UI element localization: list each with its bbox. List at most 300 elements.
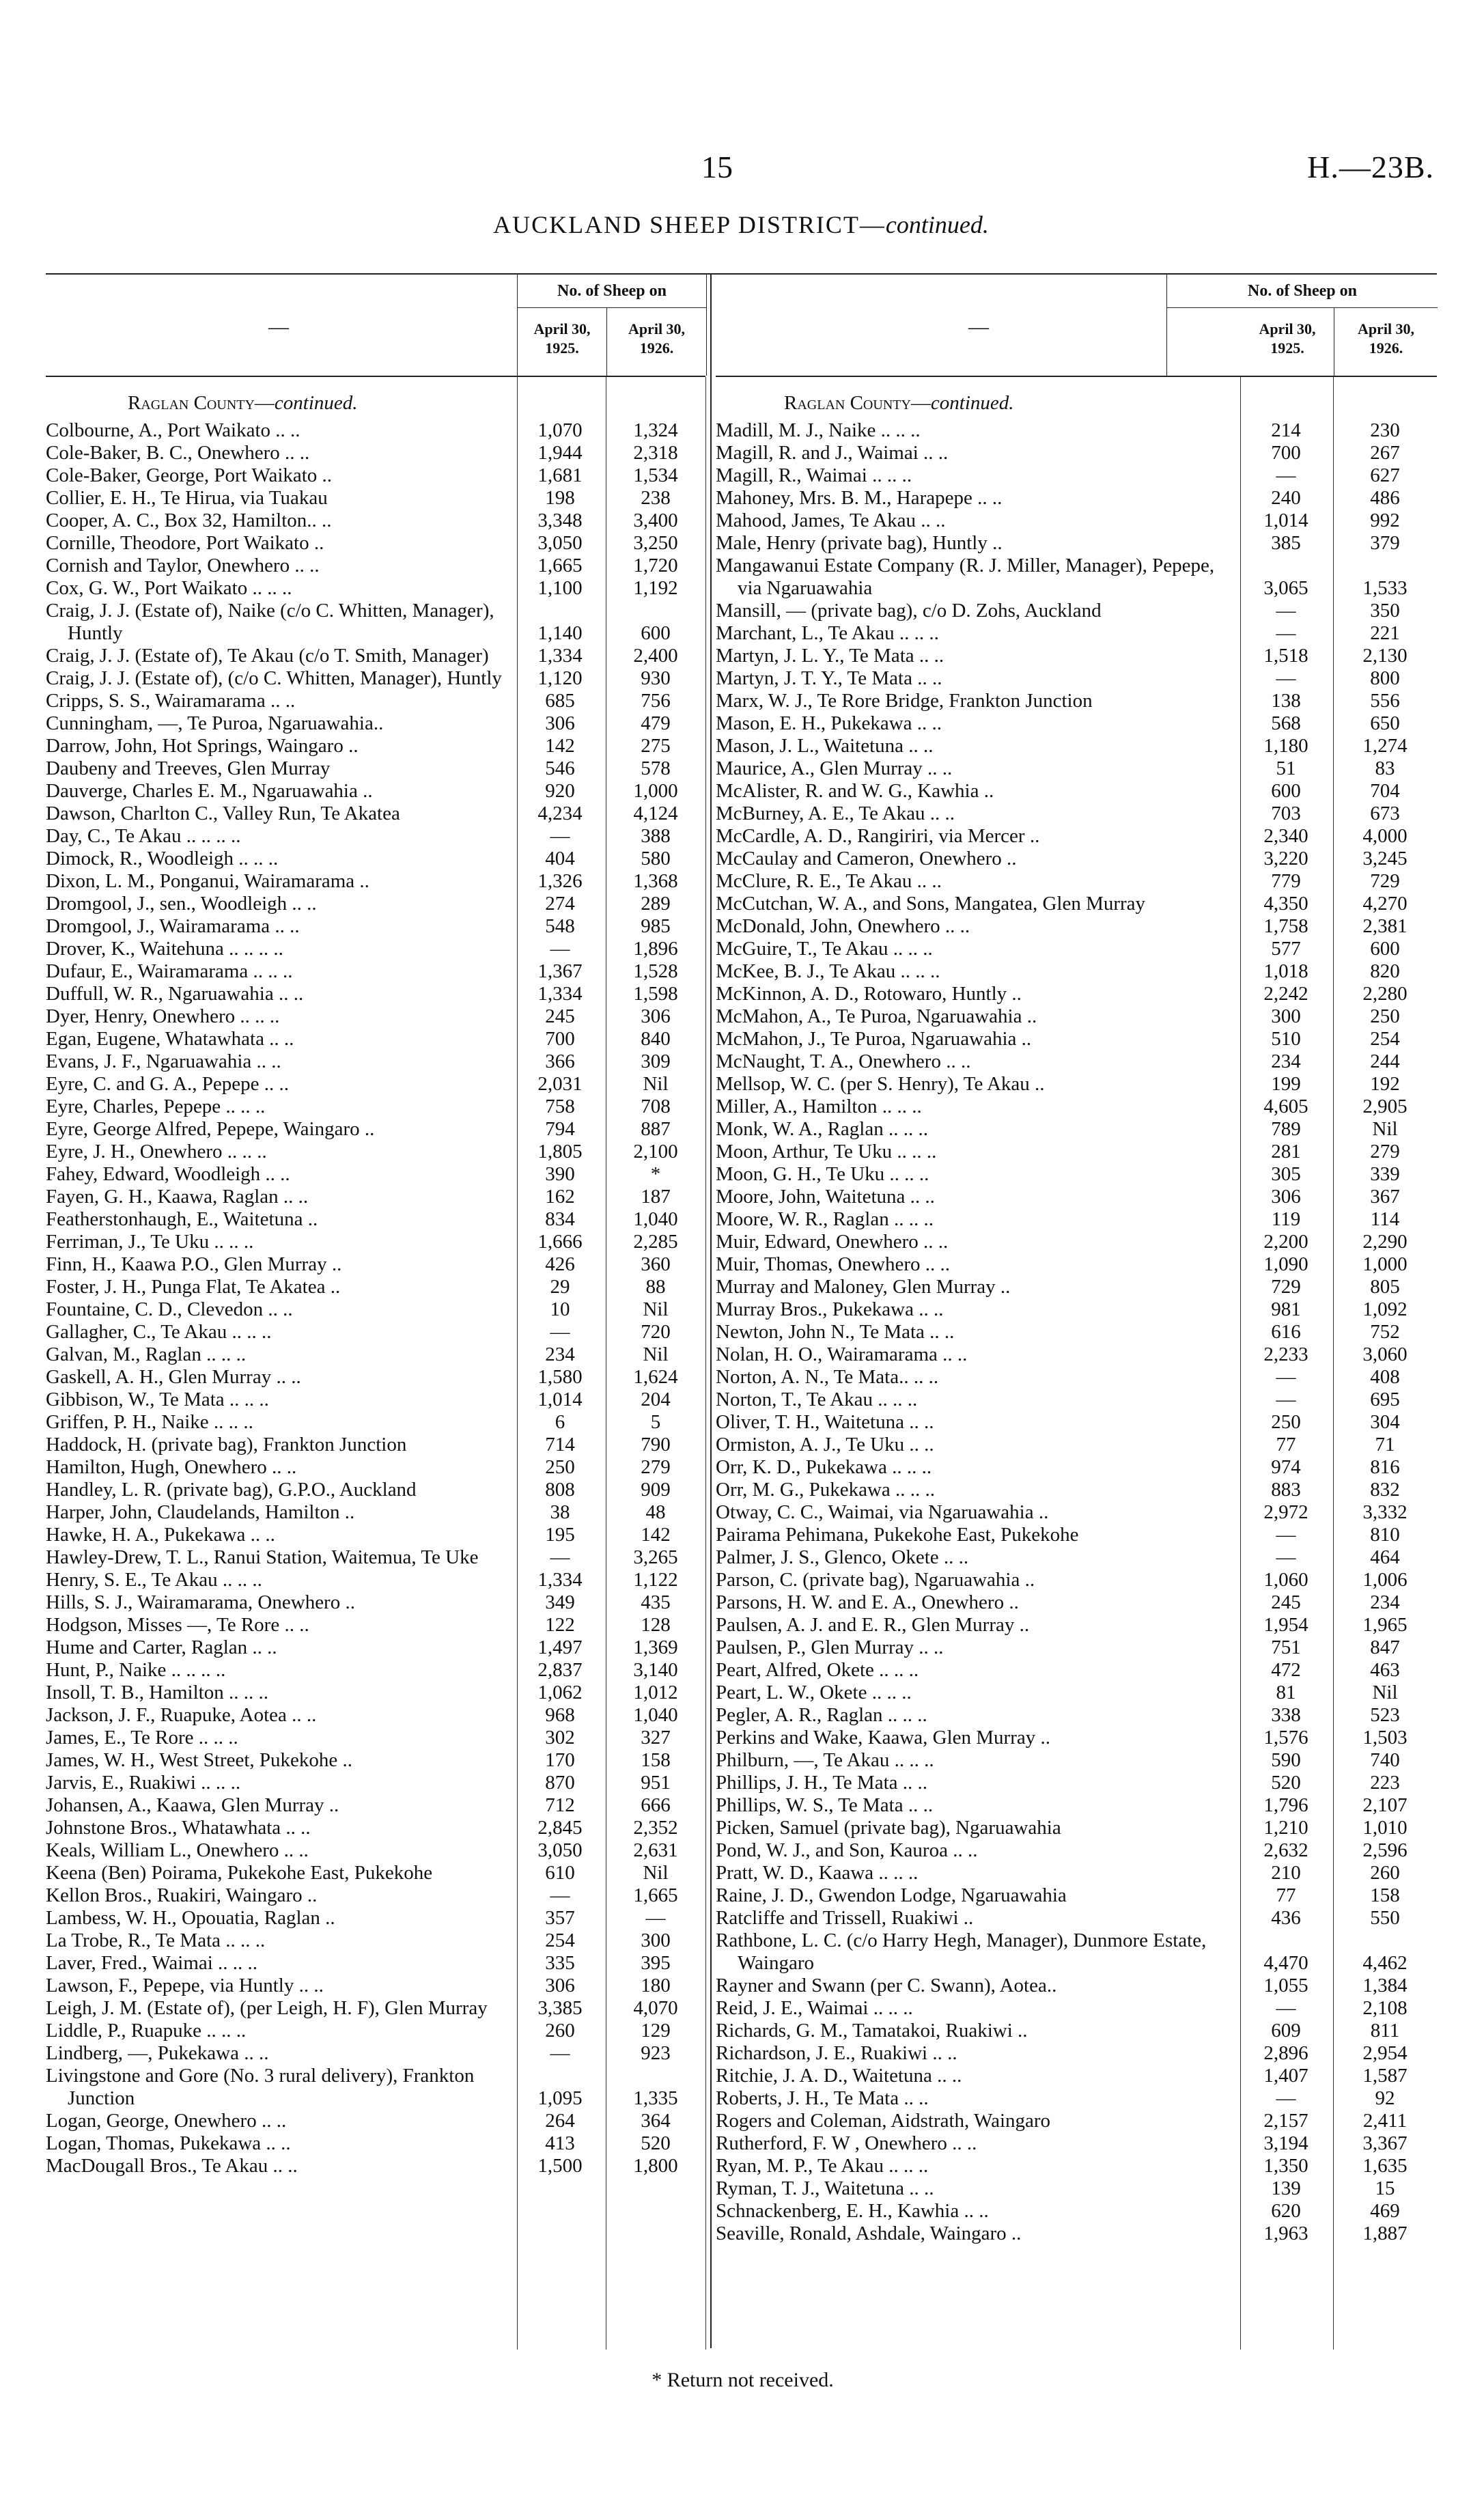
owner-name: Ryman, T. J., Waitetuna .. .. <box>716 2177 934 2199</box>
sheep-1925: 2,837 <box>537 1659 583 1681</box>
table-row <box>46 442 705 464</box>
owner-name: Paulsen, P., Glen Murray .. .. <box>716 1637 944 1658</box>
owner-name: Insoll, T. B., Hamilton .. .. .. <box>46 1682 268 1703</box>
owner-name: Featherstonhaugh, E., Waitetuna .. <box>46 1208 318 1230</box>
sheep-1925: 390 <box>545 1163 575 1185</box>
owner-name: Phillips, W. S., Te Mata .. .. <box>716 1794 934 1816</box>
table-row <box>716 2042 1437 2065</box>
sheep-1926: 2,954 <box>1362 2042 1408 2064</box>
sheep-1926: 3,245 <box>1362 848 1408 869</box>
owner-name: Madill, M. J., Naike .. .. .. <box>716 419 921 441</box>
sheep-1926: 1,000 <box>633 780 678 802</box>
sheep-1926: 204 <box>641 1389 671 1410</box>
left-sheep-count-title: No. of Sheep on <box>518 273 706 308</box>
owner-name: Newton, John N., Te Mata .. .. <box>716 1321 955 1343</box>
sheep-1926: 704 <box>1370 780 1400 802</box>
sheep-1926: 1,010 <box>1362 1817 1408 1839</box>
sheep-1925: 700 <box>545 1028 575 1050</box>
panel-divider <box>710 273 712 2348</box>
owner-name: McClure, R. E., Te Akau .. .. <box>716 870 942 892</box>
owner-name: Egan, Eugene, Whatawhata .. .. <box>46 1028 294 1050</box>
sheep-1925: — <box>550 2042 570 2064</box>
table-row <box>46 1050 705 1073</box>
sheep-1925: 1,140 <box>537 622 583 644</box>
owner-name: Hamilton, Hugh, Onewhero .. .. <box>46 1456 297 1478</box>
table-row <box>716 1321 1437 1343</box>
sheep-1926: 464 <box>1370 1546 1400 1568</box>
sheep-1925: 1,210 <box>1263 1817 1308 1839</box>
table-row <box>716 1637 1437 1659</box>
table-row <box>46 487 705 510</box>
footnote: * Return not received. <box>652 2369 834 2391</box>
table-row <box>46 577 705 600</box>
sheep-1926: 2,290 <box>1362 1231 1408 1253</box>
sheep-1926: 550 <box>1370 1907 1400 1929</box>
sheep-1926: 300 <box>641 1930 671 1951</box>
sheep-1926: 230 <box>1370 419 1400 441</box>
sheep-1926: 3,060 <box>1362 1343 1408 1365</box>
sheep-1925: 546 <box>545 757 575 779</box>
sheep-1925: 834 <box>545 1208 575 1230</box>
table-row <box>46 2042 705 2065</box>
sheep-1926: Nil <box>1372 1682 1398 1703</box>
sheep-1925: 162 <box>545 1186 575 1208</box>
sheep-1926: 752 <box>1370 1321 1400 1343</box>
owner-name: Moon, Arthur, Te Uku .. .. .. <box>716 1141 937 1162</box>
sheep-1926: 627 <box>1370 464 1400 486</box>
sheep-1925: 568 <box>1271 712 1301 734</box>
owner-name: Dufaur, E., Wairamarama .. .. .. <box>46 960 293 982</box>
sheep-1925: 548 <box>545 915 575 937</box>
table-row <box>716 2223 1437 2245</box>
sheep-1926: 1,092 <box>1362 1298 1408 1320</box>
sheep-1926: 1,369 <box>633 1637 678 1658</box>
sheep-1926: 2,905 <box>1362 1096 1408 1117</box>
table-row <box>46 1839 705 1862</box>
table-row <box>716 1141 1437 1163</box>
table-row <box>46 960 705 983</box>
owner-name: Orr, K. D., Pukekawa .. .. .. <box>716 1456 932 1478</box>
left-column-rule <box>705 377 706 2350</box>
table-row <box>716 1456 1437 1479</box>
owner-name: Collier, E. H., Te Hirua, via Tuakau <box>46 487 328 509</box>
table-row <box>46 1952 705 1975</box>
sheep-1926: 339 <box>1370 1163 1400 1185</box>
table-row <box>46 1366 705 1389</box>
sheep-1925: 1,120 <box>537 667 583 689</box>
sheep-1926: 1,534 <box>633 464 678 486</box>
sheep-1925: 1,326 <box>537 870 583 892</box>
owner-name: Livingstone and Gore (No. 3 rural delivery), Frankton Junction <box>46 2065 475 2109</box>
left-year-1926-date: April 30, <box>628 320 686 337</box>
table-row <box>716 667 1437 690</box>
table-row <box>46 1749 705 1772</box>
owner-name: Eyre, J. H., Onewhero .. .. .. <box>46 1141 267 1162</box>
sheep-1926: 578 <box>641 757 671 779</box>
owner-name: Martyn, J. L. Y., Te Mata .. .. <box>716 645 944 667</box>
sheep-1925: 214 <box>1271 419 1301 441</box>
owner-name: Colbourne, A., Port Waikato .. .. <box>46 419 300 441</box>
table-row <box>46 915 705 938</box>
owner-name: Rathbone, L. C. (c/o Harry Hegh, Manager), Dunmore Estate, Waingaro <box>716 1930 1207 1974</box>
table-row <box>46 1073 705 1096</box>
sheep-1926: Nil <box>643 1073 669 1095</box>
table-row <box>46 1930 705 1952</box>
owner-name: Dauverge, Charles E. M., Ngaruawahia .. <box>46 780 373 802</box>
table-row <box>46 780 705 803</box>
owner-name: Male, Henry (private bag), Huntly .. <box>716 532 1003 554</box>
table-row <box>46 532 705 555</box>
sheep-1925: 6 <box>555 1411 565 1433</box>
sheep-1925: 264 <box>545 2110 575 2132</box>
sheep-1925: 1,805 <box>537 1141 583 1162</box>
right-name-column-header: — <box>968 316 989 338</box>
table-row <box>716 1366 1437 1389</box>
table-row <box>46 464 705 487</box>
sheep-1925: — <box>1276 622 1296 644</box>
sheep-1926: 364 <box>641 2110 671 2132</box>
table-row <box>46 735 705 757</box>
sheep-1925: 1,963 <box>1263 2223 1308 2244</box>
sheep-1926: 930 <box>641 667 671 689</box>
table-row <box>716 1569 1437 1591</box>
sheep-1925: 198 <box>545 487 575 509</box>
owner-name: Leigh, J. M. (Estate of), (per Leigh, H. F), Glen Murray <box>46 1997 488 2019</box>
table-row <box>716 1862 1437 1884</box>
right-county-heading <box>716 392 1437 419</box>
sheep-1925: 609 <box>1271 2020 1301 2042</box>
owner-name: MacDougall Bros., Te Akau .. .. <box>46 2155 298 2177</box>
table-row <box>46 1276 705 1298</box>
owner-name: Pratt, W. D., Kaawa .. .. .. <box>716 1862 919 1884</box>
table-row <box>46 2132 705 2155</box>
sheep-1926: 254 <box>1370 1028 1400 1050</box>
table-row <box>716 1975 1437 1997</box>
sheep-1926: 1,384 <box>1362 1975 1408 1996</box>
right-county-suffix: continued. <box>930 392 1014 414</box>
document-reference: H.—23B. <box>1307 150 1434 184</box>
sheep-1925: 170 <box>545 1749 575 1771</box>
sheep-1925: 1,070 <box>537 419 583 441</box>
table-row <box>716 532 1437 555</box>
owner-name: Darrow, John, Hot Springs, Waingaro .. <box>46 735 359 757</box>
table-row <box>716 825 1437 848</box>
sheep-1925: 29 <box>550 1276 570 1298</box>
sheep-1925: 306 <box>1271 1186 1301 1208</box>
table-row <box>46 667 705 690</box>
owner-name: Mangawanui Estate Company (R. J. Miller, Manager), Pepepe, via Ngaruawahia <box>716 555 1215 599</box>
table-row <box>716 2087 1437 2110</box>
sheep-1926: 1,122 <box>633 1569 678 1591</box>
right-year-1926-date: April 30, <box>1357 320 1415 337</box>
table-row <box>46 1231 705 1253</box>
table-row <box>716 2065 1437 2087</box>
sheep-1926: 2,280 <box>1362 983 1408 1005</box>
sheep-1926: 811 <box>1370 2020 1400 2042</box>
sheep-1925: 357 <box>545 1907 575 1929</box>
table-row <box>46 1096 705 1118</box>
sheep-1925: 413 <box>545 2132 575 2154</box>
table-row <box>716 1907 1437 1930</box>
sheep-1926: 142 <box>641 1524 671 1546</box>
owner-name: Hills, S. J., Wairamarama, Onewhero .. <box>46 1591 355 1613</box>
sheep-1925: — <box>550 938 570 960</box>
owner-name: McCardle, A. D., Rangiriri, via Mercer .. <box>716 825 1040 847</box>
table-row <box>46 1817 705 1839</box>
sheep-1925: — <box>550 825 570 847</box>
owner-name: Roberts, J. H., Te Mata .. .. <box>716 2087 929 2109</box>
owner-name: Haddock, H. (private bag), Frankton Junction <box>46 1434 407 1456</box>
sheep-1925: — <box>550 1884 570 1906</box>
table-row <box>716 1479 1437 1501</box>
owner-name: Eyre, Charles, Pepepe .. .. .. <box>46 1096 266 1117</box>
right-sheep-count-header <box>1166 273 1438 376</box>
sheep-1926: 309 <box>641 1050 671 1072</box>
sheep-1925: 260 <box>545 2020 575 2042</box>
owner-name: Handley, L. R. (private bag), G.P.O., Auckland <box>46 1479 417 1501</box>
table-row <box>46 1704 705 1727</box>
sheep-1925: 4,470 <box>1263 1952 1308 1974</box>
sheep-1926: 2,596 <box>1362 1839 1408 1861</box>
sheep-1926: 267 <box>1370 442 1400 464</box>
sheep-1926: 600 <box>641 622 671 644</box>
left-county-suffix: continued. <box>274 392 358 414</box>
left-sheep-count-header <box>517 273 707 376</box>
table-row <box>716 1253 1437 1276</box>
owner-name: Magill, R., Waimai .. .. .. <box>716 464 912 486</box>
table-row <box>716 938 1437 960</box>
table-row <box>46 1591 705 1614</box>
sheep-1925: 2,340 <box>1263 825 1308 847</box>
owner-name: Moon, G. H., Te Uku .. .. .. <box>716 1163 929 1185</box>
sheep-1925: 81 <box>1276 1682 1296 1703</box>
table-row <box>716 1591 1437 1614</box>
sheep-1925: 1,796 <box>1263 1794 1308 1816</box>
sheep-1925: 300 <box>1271 1005 1301 1027</box>
table-row <box>716 1749 1437 1772</box>
owner-name: Cripps, S. S., Wairamarama .. .. <box>46 690 296 712</box>
table-row <box>716 419 1437 442</box>
owner-name: La Trobe, R., Te Mata .. .. .. <box>46 1930 266 1951</box>
page-title <box>382 210 1100 239</box>
right-rows <box>716 419 1437 2245</box>
owner-name: Mahoney, Mrs. B. M., Harapepe .. .. <box>716 487 1003 509</box>
sheep-1926: 234 <box>1370 1591 1400 1613</box>
table-row <box>716 464 1437 487</box>
owner-name: Fahey, Edward, Woodleigh .. .. <box>46 1163 290 1185</box>
owner-name: Mason, J. L., Waitetuna .. .. <box>716 735 934 757</box>
sheep-1926: 810 <box>1370 1524 1400 1546</box>
sheep-1925: 195 <box>545 1524 575 1546</box>
table-row <box>46 690 705 712</box>
owner-name: Ryan, M. P., Te Akau .. .. .. <box>716 2155 929 2177</box>
sheep-1926: 2,285 <box>633 1231 678 1253</box>
owner-name: Oliver, T. H., Waitetuna .. .. <box>716 1411 934 1433</box>
table-row <box>716 510 1437 532</box>
owner-name: Craig, J. J. (Estate of), Naike (c/o C. Whitten, Manager), Huntly <box>46 600 494 644</box>
table-row <box>716 690 1437 712</box>
sheep-1926: 1,624 <box>633 1366 678 1388</box>
right-county-name: Raglan County— <box>784 392 931 414</box>
table-row <box>46 1253 705 1276</box>
sheep-1926: 4,462 <box>1362 1952 1408 1974</box>
sheep-1926: 4,270 <box>1362 893 1408 915</box>
owner-name: Seaville, Ronald, Ashdale, Waingaro .. <box>716 2223 1022 2244</box>
sheep-1925: 51 <box>1276 757 1296 779</box>
table-row <box>46 1614 705 1637</box>
table-row <box>46 938 705 960</box>
left-table-body <box>46 377 705 2350</box>
sheep-1925: 794 <box>545 1118 575 1140</box>
table-row <box>46 1434 705 1456</box>
sheep-1926: 158 <box>1370 1884 1400 1906</box>
table-row <box>716 915 1437 938</box>
table-row <box>716 1682 1437 1704</box>
owner-name: Dromgool, J., sen., Woodleigh .. .. <box>46 893 317 915</box>
sheep-1925: 1,014 <box>1263 510 1308 531</box>
sheep-1925: 1,758 <box>1263 915 1308 937</box>
sheep-1926: — <box>645 1907 666 1929</box>
table-row <box>716 645 1437 667</box>
table-row <box>716 442 1437 464</box>
sheep-1926: 3,400 <box>633 510 678 531</box>
owner-name: Kellon Bros., Ruakiri, Waingaro .. <box>46 1884 318 1906</box>
owner-name: Moore, John, Waitetuna .. .. <box>716 1186 935 1208</box>
sheep-1926: 1,040 <box>633 1704 678 1726</box>
sheep-1926: 2,411 <box>1362 2110 1408 2132</box>
table-row <box>46 1321 705 1343</box>
owner-name: Cox, G. W., Port Waikato .. .. .. <box>46 577 292 599</box>
owner-name: McKinnon, A. D., Rotowaro, Huntly .. <box>716 983 1022 1005</box>
sheep-1925: 3,065 <box>1263 577 1308 599</box>
sheep-1925: 729 <box>1271 1276 1301 1298</box>
sheep-1925: 338 <box>1271 1704 1301 1726</box>
sheep-1925: 1,350 <box>1263 2155 1308 2177</box>
sheep-1925: 1,014 <box>537 1389 583 1410</box>
table-row <box>716 1704 1437 1727</box>
table-row <box>46 1208 705 1231</box>
sheep-1925: 1,518 <box>1263 645 1308 667</box>
owner-name: Miller, A., Hamilton .. .. .. <box>716 1096 922 1117</box>
owner-name: Rayner and Swann (per C. Swann), Aotea.. <box>716 1975 1057 1996</box>
sheep-1926: 729 <box>1370 870 1400 892</box>
table-row <box>716 1884 1437 1907</box>
owner-name: Craig, J. J. (Estate of), Te Akau (c/o T. Smith, Manager) <box>46 645 489 667</box>
sheep-1925: 250 <box>1271 1411 1301 1433</box>
sheep-1926: 805 <box>1370 1276 1400 1298</box>
owner-name: Murray Bros., Pukekawa .. .. <box>716 1298 944 1320</box>
sheep-1925: 1,576 <box>1263 1727 1308 1749</box>
owner-name: Griffen, P. H., Naike .. .. .. <box>46 1411 253 1433</box>
sheep-1925: — <box>1276 667 1296 689</box>
sheep-1926: 1,192 <box>633 577 678 599</box>
sheep-1925: — <box>1276 1366 1296 1388</box>
sheep-1926: 221 <box>1370 622 1400 644</box>
sheep-1925: — <box>550 1546 570 1568</box>
sheep-1926: 1,368 <box>633 870 678 892</box>
table-row <box>716 1389 1437 1411</box>
sheep-1926: 523 <box>1370 1704 1400 1726</box>
sheep-1926: 1,006 <box>1362 1569 1408 1591</box>
owner-name: Pond, W. J., and Son, Kauroa .. .. <box>716 1839 978 1861</box>
sheep-1925: 245 <box>1271 1591 1301 1613</box>
table-row <box>46 1141 705 1163</box>
table-row <box>716 1997 1437 2020</box>
table-row <box>716 1073 1437 1096</box>
sheep-1926: 114 <box>1370 1208 1400 1230</box>
table-row <box>716 735 1437 757</box>
sheep-1925: 751 <box>1271 1637 1301 1658</box>
sheep-1926: 360 <box>641 1253 671 1275</box>
owner-name: Mason, E. H., Pukekawa .. .. <box>716 712 942 734</box>
sheep-1925: — <box>1276 1524 1296 1546</box>
owner-name: Pairama Pehimana, Pukekohe East, Pukekohe <box>716 1524 1079 1546</box>
sheep-1925: 1,060 <box>1263 1569 1308 1591</box>
table-row <box>46 1479 705 1501</box>
sheep-1926: 48 <box>645 1501 666 1523</box>
table-row <box>46 1343 705 1366</box>
table-row <box>46 1118 705 1141</box>
owner-name: Magill, R. and J., Waimai .. .. <box>716 442 949 464</box>
owner-name: Drover, K., Waitehuna .. .. .. .. <box>46 938 283 960</box>
right-table-body <box>716 377 1437 2350</box>
sheep-1926: 600 <box>1370 938 1400 960</box>
table-row <box>716 1343 1437 1366</box>
sheep-1925: 1,090 <box>1263 1253 1308 1275</box>
owner-name: James, W. H., West Street, Pukekohe .. <box>46 1749 353 1771</box>
sheep-1925: 685 <box>545 690 575 712</box>
sheep-1925: 138 <box>1271 690 1301 712</box>
table-row <box>716 757 1437 780</box>
table-row <box>716 487 1437 510</box>
sheep-1925: 712 <box>545 1794 575 1816</box>
sheep-1926: 2,631 <box>633 1839 678 1861</box>
owner-name: Perkins and Wake, Kaawa, Glen Murray .. <box>716 1727 1050 1749</box>
sheep-1925: 240 <box>1271 487 1301 509</box>
sheep-1925: 139 <box>1271 2177 1301 2199</box>
table-row <box>46 870 705 893</box>
table-row <box>46 1569 705 1591</box>
owner-name: McKee, B. J., Te Akau .. .. .. <box>716 960 940 982</box>
left-table-header <box>46 273 705 377</box>
sheep-1926: 1,587 <box>1362 2065 1408 2087</box>
sheep-1925: 254 <box>545 1930 575 1951</box>
table-row <box>716 1839 1437 1862</box>
sheep-1926: 3,140 <box>633 1659 678 1681</box>
sheep-1926: 909 <box>641 1479 671 1501</box>
sheep-1925: 1,681 <box>537 464 583 486</box>
sheep-1925: 199 <box>1271 1073 1301 1095</box>
owner-name: Keals, William L., Onewhero .. .. <box>46 1839 309 1861</box>
owner-name: Day, C., Te Akau .. .. .. .. <box>46 825 241 847</box>
sheep-1926: 1,528 <box>633 960 678 982</box>
owner-name: McGuire, T., Te Akau .. .. .. <box>716 938 933 960</box>
sheep-1926: 1,335 <box>633 2087 678 2109</box>
owner-name: Foster, J. H., Punga Flat, Te Akatea .. <box>46 1276 341 1298</box>
owner-name: Pegler, A. R., Raglan .. .. .. <box>716 1704 927 1726</box>
sheep-1925: 305 <box>1271 1163 1301 1185</box>
owner-name: Lindberg, —, Pukekawa .. .. <box>46 2042 269 2064</box>
table-row <box>716 1096 1437 1118</box>
sheep-1926: 92 <box>1375 2087 1395 2109</box>
right-table-header <box>716 273 1437 377</box>
owner-name: Paulsen, A. J. and E. R., Glen Murray .. <box>716 1614 1030 1636</box>
table-row <box>716 893 1437 915</box>
owner-name: Harper, John, Claudelands, Hamilton .. <box>46 1501 355 1523</box>
sheep-1926: 740 <box>1370 1749 1400 1771</box>
owner-name: Palmer, J. S., Glenco, Okete .. .. <box>716 1546 969 1568</box>
sheep-1925: 4,605 <box>1263 1096 1308 1117</box>
